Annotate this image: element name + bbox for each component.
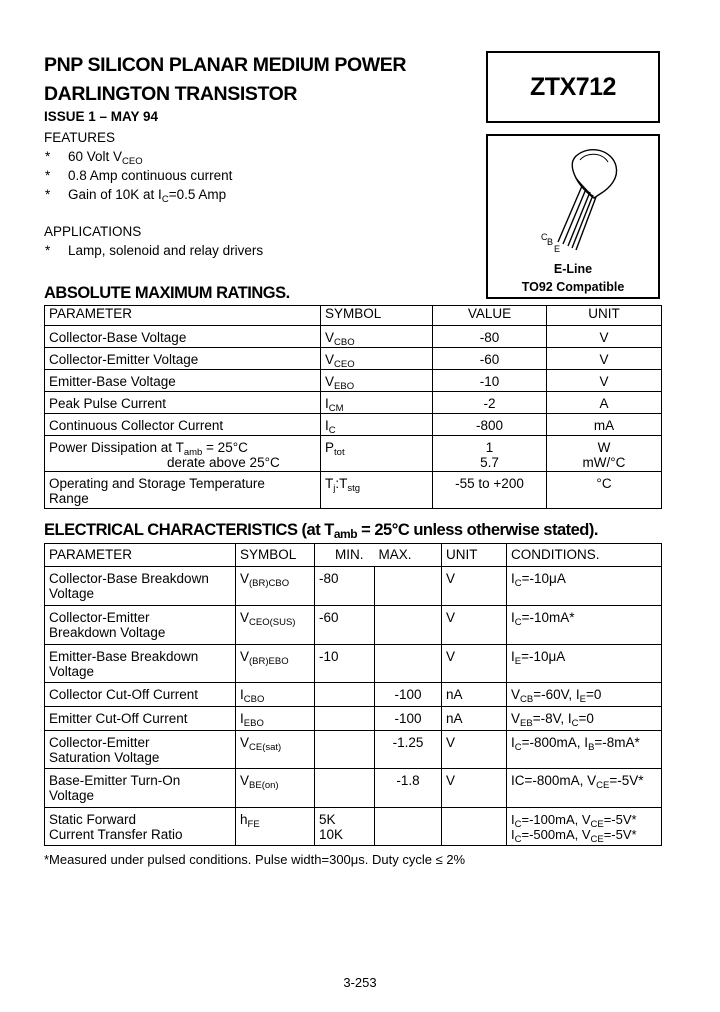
applications-heading: APPLICATIONS — [44, 224, 142, 239]
package-name: E-Line — [553, 262, 593, 276]
features-heading: FEATURES — [44, 130, 116, 145]
abs-max-table — [44, 305, 662, 509]
abs-max-heading: ABSOLUTE MAXIMUM RATINGS. — [44, 284, 290, 302]
table-row: Collector Cut-Off Current $I_{CBO}$ -100 nA $V_{CB}=-60V$, $I_E=0$ — [45, 683, 662, 707]
table-row: Collector-Base Breakdown Voltage $V_{(BR)CBO}$ -80 V $I_C=-10\mu A$ — [45, 567, 662, 606]
table-row: Collector-Emitter Saturation Voltage $V_{CE(sat)}$ -1.25 V $I_C=-800mA$, $I_B=-8mA*$ — [45, 731, 662, 769]
part-number: ZTX712 — [530, 72, 616, 101]
application-item: * Lamp, solenoid and relay drivers — [44, 241, 464, 260]
package-compat: TO92 Compatible — [521, 280, 625, 294]
pin-c-label: C — [541, 232, 548, 242]
issue-label: ISSUE 1 – MAY 94 — [44, 109, 159, 124]
electrical-table — [44, 543, 662, 846]
package-box — [486, 134, 660, 299]
part-number-box — [486, 51, 660, 123]
feature-item: * Gain of 10K at $I_C=0.5$ Amp — [44, 185, 464, 204]
table-row: Emitter-Base Breakdown Voltage $V_{(BR)EBO}$ -10 V $I_E=-10\mu A$ — [45, 645, 662, 683]
col-header: MAX. — [375, 544, 442, 567]
col-header: MIN. — [315, 544, 375, 567]
electrical-heading: ELECTRICAL CHARACTERISTICS (at $T_{amb} = 25^\circ C$ unless otherwise stated). — [44, 521, 598, 541]
table-header-row — [45, 544, 662, 567]
pin-b-label: B — [547, 237, 554, 247]
col-header: UNIT — [442, 544, 507, 567]
page-number: 3-253 — [343, 975, 377, 990]
table-row: Collector-Emitter Voltage $V_{CEO}$ -60 V — [45, 348, 662, 370]
footnote: *Measured under pulsed conditions. Pulse width=300μs. Duty cycle ≤ 2% — [44, 852, 466, 867]
table-row: Operating and Storage Temperature Range $T_j:T_{stg}$ -55 to +200 °C — [45, 472, 662, 509]
table-row: Collector-Emitter Breakdown Voltage $V_{CEO(SUS)}$ -60 V $I_C=-10mA*$ — [45, 606, 662, 645]
col-header: CONDITIONS. — [507, 544, 662, 567]
col-header: VALUE — [433, 306, 547, 326]
col-header: PARAMETER — [45, 544, 236, 567]
table-row: Power Dissipation at $T_{amb} = 25^\circ C$ derate above 25°C $P_{tot}$ 1 5.7 W mW/°C — [45, 436, 662, 472]
col-header: UNIT — [547, 306, 662, 326]
features-list — [44, 147, 464, 204]
table-row: Emitter-Base Voltage $V_{EBO}$ -10 V — [45, 370, 662, 392]
col-header: SYMBOL — [236, 544, 315, 567]
title-line-2: DARLINGTON TRANSISTOR — [44, 83, 298, 105]
col-header: PARAMETER — [45, 306, 321, 326]
table-row: Continuous Collector Current $I_C$ -800 mA — [45, 414, 662, 436]
table-header-row — [45, 306, 662, 326]
col-header: SYMBOL — [321, 306, 433, 326]
table-row: Emitter Cut-Off Current $I_{EBO}$ -100 nA $V_{EB}=-8V$, $I_C=0$ — [45, 707, 662, 731]
feature-item: * 0.8 Amp continuous current — [44, 166, 464, 185]
table-row: Base-Emitter Turn-On Voltage $V_{BE(on)}$ -1.8 V IC=-800mA, $V_{CE}=-5V*$ — [45, 769, 662, 808]
pin-e-label: E — [554, 244, 561, 254]
table-row: Collector-Base Voltage $V_{CBO}$ -80 V — [45, 326, 662, 348]
title-line-1: PNP SILICON PLANAR MEDIUM POWER — [44, 54, 407, 76]
applications-list — [44, 241, 464, 260]
feature-item: * 60 Volt $V_{CEO}$ — [44, 147, 464, 166]
table-row: Static Forward Current Transfer Ratio $h_{FE}$ 5K 10K $I_C=-100mA$, $V_{CE}=-5V*$ $I_C=-500mA$, $V_{CE}=-5V*$ — [45, 808, 662, 846]
table-row: Peak Pulse Current $I_{CM}$ -2 A — [45, 392, 662, 414]
